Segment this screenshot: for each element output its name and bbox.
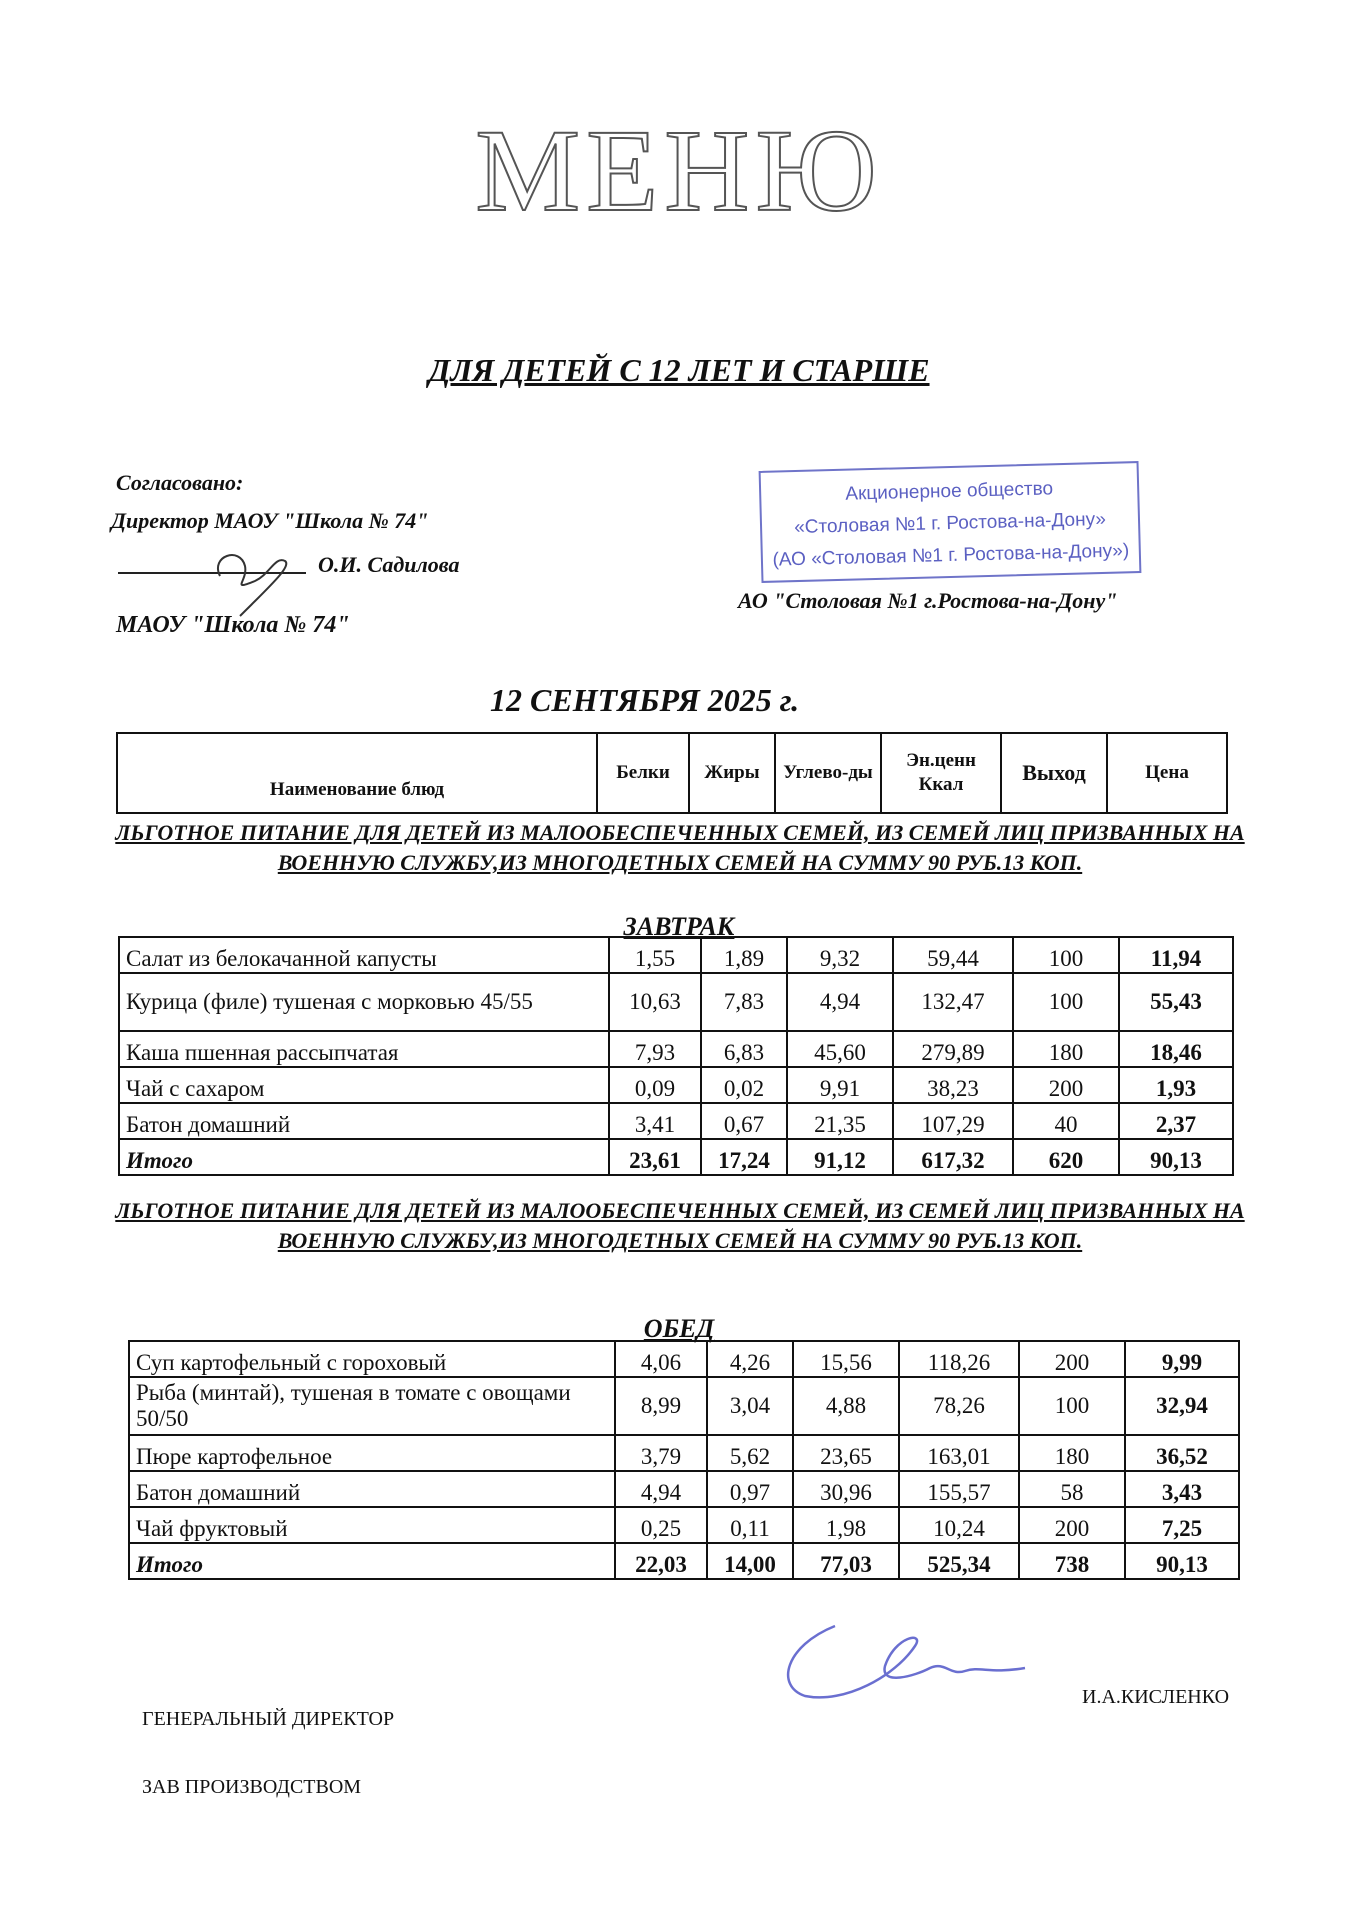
column-header-table bbox=[116, 732, 1228, 814]
caterer-name: АО "Столовая №1 г.Ростова-на-Дону" bbox=[738, 588, 1118, 613]
cell-carbs: 9,32 bbox=[787, 937, 893, 973]
cell-price: 11,94 bbox=[1119, 937, 1233, 973]
cell-energy: 163,01 bbox=[899, 1435, 1019, 1471]
stamp-line-2: «Столовая №1 г. Ростова-на-Дону» bbox=[793, 508, 1107, 539]
cell-proteins: 3,41 bbox=[609, 1103, 701, 1139]
col-dish-name: Наименование блюд bbox=[117, 733, 597, 813]
cell-price: 9,99 bbox=[1125, 1341, 1239, 1377]
stamp-line-3: (АО «Столовая №1 г. Ростова-на-Дону») bbox=[772, 540, 1130, 571]
cell-fats: 0,11 bbox=[707, 1507, 793, 1543]
col-energy: Эн.ценн Ккал bbox=[881, 733, 1001, 813]
cell-carbs: 23,65 bbox=[793, 1435, 899, 1471]
menu-date: 12 СЕНТЯБРЯ 2025 г. bbox=[490, 682, 800, 718]
cell-price: 2,37 bbox=[1119, 1103, 1233, 1139]
cell-price: 7,25 bbox=[1125, 1507, 1239, 1543]
cell-proteins: 10,63 bbox=[609, 973, 701, 1031]
cell-energy: 525,34 bbox=[899, 1543, 1019, 1579]
cell-yield: 100 bbox=[1013, 937, 1119, 973]
cell-proteins: 7,93 bbox=[609, 1031, 701, 1067]
dish-row bbox=[129, 1341, 1239, 1377]
cell-carbs: 45,60 bbox=[787, 1031, 893, 1067]
cell-dish-name: Итого bbox=[119, 1139, 609, 1175]
cell-energy: 155,57 bbox=[899, 1471, 1019, 1507]
cell-yield: 620 bbox=[1013, 1139, 1119, 1175]
cell-price: 90,13 bbox=[1119, 1139, 1233, 1175]
cell-fats: 5,62 bbox=[707, 1435, 793, 1471]
cell-proteins: 23,61 bbox=[609, 1139, 701, 1175]
cell-proteins: 22,03 bbox=[615, 1543, 707, 1579]
cell-yield: 200 bbox=[1019, 1341, 1125, 1377]
total-row bbox=[119, 1139, 1233, 1175]
cell-yield: 180 bbox=[1019, 1435, 1125, 1471]
benefit-note-breakfast: ЛЬГОТНОЕ ПИТАНИЕ ДЛЯ ДЕТЕЙ ИЗ МАЛООБЕСПЕЧЕННЫХ СЕМЕЙ, ИЗ СЕМЕЙ ЛИЦ ПРИЗВАННЫХ НА ВОЕННУЮ СЛУЖБУ,ИЗ МНОГОДЕТНЫХ СЕМЕЙ НА СУММУ 90 РУБ.13 КОП. bbox=[115, 820, 1245, 875]
dish-row bbox=[119, 937, 1233, 973]
cell-fats: 6,83 bbox=[701, 1031, 787, 1067]
dish-row bbox=[119, 1031, 1233, 1067]
cell-fats: 0,67 bbox=[701, 1103, 787, 1139]
cell-dish-name: Чай фруктовый bbox=[129, 1507, 615, 1543]
cell-carbs: 15,56 bbox=[793, 1341, 899, 1377]
director-role: Директор МАОУ "Школа № 74" bbox=[111, 508, 429, 533]
cell-carbs: 21,35 bbox=[787, 1103, 893, 1139]
cell-carbs: 9,91 bbox=[787, 1067, 893, 1103]
cell-energy: 10,24 bbox=[899, 1507, 1019, 1543]
cell-proteins: 1,55 bbox=[609, 937, 701, 973]
director-name: О.И. Садилова bbox=[318, 552, 460, 577]
cell-price: 55,43 bbox=[1119, 973, 1233, 1031]
cell-dish-name: Суп картофельный с гороховый bbox=[129, 1341, 615, 1377]
cell-energy: 132,47 bbox=[893, 973, 1013, 1031]
cell-energy: 617,32 bbox=[893, 1139, 1013, 1175]
breakfast-title: ЗАВТРАК bbox=[623, 912, 735, 941]
total-row bbox=[129, 1543, 1239, 1579]
cell-yield: 738 bbox=[1019, 1543, 1125, 1579]
cell-proteins: 4,94 bbox=[615, 1471, 707, 1507]
col-proteins: Белки bbox=[597, 733, 689, 813]
cell-fats: 0,02 bbox=[701, 1067, 787, 1103]
cell-dish-name: Каша пшенная рассыпчатая bbox=[119, 1031, 609, 1067]
lunch-table bbox=[128, 1340, 1240, 1580]
production-head-label: ЗАВ ПРОИЗВОДСТВОМ bbox=[142, 1776, 362, 1798]
col-fats: Жиры bbox=[689, 733, 775, 813]
cell-price: 18,46 bbox=[1119, 1031, 1233, 1067]
cell-fats: 0,97 bbox=[707, 1471, 793, 1507]
cell-dish-name: Итого bbox=[129, 1543, 615, 1579]
cell-energy: 279,89 bbox=[893, 1031, 1013, 1067]
dish-row bbox=[129, 1507, 1239, 1543]
dish-row bbox=[129, 1377, 1239, 1435]
cell-yield: 180 bbox=[1013, 1031, 1119, 1067]
lunch-title: ОБЕД bbox=[643, 1314, 715, 1343]
col-yield: Выход bbox=[1001, 733, 1107, 813]
cell-dish-name: Рыба (минтай), тушеная в томате с овощами 50/50 bbox=[129, 1377, 615, 1435]
cell-proteins: 4,06 bbox=[615, 1341, 707, 1377]
cell-yield: 40 bbox=[1013, 1103, 1119, 1139]
col-price: Цена bbox=[1107, 733, 1227, 813]
organization-stamp bbox=[759, 461, 1142, 583]
school-name: МАОУ "Школа № 74" bbox=[116, 612, 350, 638]
general-director-signature bbox=[775, 1616, 1035, 1706]
cell-price: 3,43 bbox=[1125, 1471, 1239, 1507]
cell-energy: 78,26 bbox=[899, 1377, 1019, 1435]
dish-row bbox=[119, 1103, 1233, 1139]
cell-fats: 14,00 bbox=[707, 1543, 793, 1579]
cell-energy: 107,29 bbox=[893, 1103, 1013, 1139]
col-carbs: Углево-ды bbox=[775, 733, 881, 813]
approval-label: Согласовано: bbox=[116, 470, 244, 495]
cell-dish-name: Курица (филе) тушеная с морковью 45/55 bbox=[119, 973, 609, 1031]
cell-dish-name: Батон домашний bbox=[129, 1471, 615, 1507]
cell-proteins: 0,25 bbox=[615, 1507, 707, 1543]
cell-energy: 118,26 bbox=[899, 1341, 1019, 1377]
cell-yield: 200 bbox=[1019, 1507, 1125, 1543]
cell-yield: 100 bbox=[1019, 1377, 1125, 1435]
dish-row bbox=[119, 1067, 1233, 1103]
cell-yield: 100 bbox=[1013, 973, 1119, 1031]
cell-fats: 17,24 bbox=[701, 1139, 787, 1175]
cell-fats: 4,26 bbox=[707, 1341, 793, 1377]
cell-proteins: 0,09 bbox=[609, 1067, 701, 1103]
cell-proteins: 3,79 bbox=[615, 1435, 707, 1471]
stamp-line-1: Акционерное общество bbox=[845, 478, 1054, 505]
cell-price: 36,52 bbox=[1125, 1435, 1239, 1471]
cell-carbs: 4,88 bbox=[793, 1377, 899, 1435]
cell-price: 32,94 bbox=[1125, 1377, 1239, 1435]
general-director-name: И.А.КИСЛЕНКО bbox=[1082, 1686, 1230, 1708]
page-subtitle: ДЛЯ ДЕТЕЙ С 12 ЛЕТ И СТАРШЕ bbox=[428, 352, 930, 388]
page-title: МЕНЮ bbox=[475, 105, 883, 236]
cell-carbs: 30,96 bbox=[793, 1471, 899, 1507]
cell-price: 90,13 bbox=[1125, 1543, 1239, 1579]
cell-energy: 59,44 bbox=[893, 937, 1013, 973]
cell-dish-name: Пюре картофельное bbox=[129, 1435, 615, 1471]
benefit-note-lunch: ЛЬГОТНОЕ ПИТАНИЕ ДЛЯ ДЕТЕЙ ИЗ МАЛООБЕСПЕЧЕННЫХ СЕМЕЙ, ИЗ СЕМЕЙ ЛИЦ ПРИЗВАННЫХ НА ВОЕННУЮ СЛУЖБУ,ИЗ МНОГОДЕТНЫХ СЕМЕЙ НА СУММУ 90 РУБ.13 КОП. bbox=[115, 1198, 1245, 1253]
dish-row bbox=[119, 973, 1233, 1031]
cell-carbs: 91,12 bbox=[787, 1139, 893, 1175]
dish-row bbox=[129, 1435, 1239, 1471]
breakfast-table bbox=[118, 936, 1234, 1176]
cell-dish-name: Чай с сахаром bbox=[119, 1067, 609, 1103]
cell-fats: 3,04 bbox=[707, 1377, 793, 1435]
cell-carbs: 4,94 bbox=[787, 973, 893, 1031]
cell-price: 1,93 bbox=[1119, 1067, 1233, 1103]
cell-dish-name: Батон домашний bbox=[119, 1103, 609, 1139]
cell-proteins: 8,99 bbox=[615, 1377, 707, 1435]
cell-carbs: 1,98 bbox=[793, 1507, 899, 1543]
cell-dish-name: Салат из белокачанной капусты bbox=[119, 937, 609, 973]
cell-energy: 38,23 bbox=[893, 1067, 1013, 1103]
cell-yield: 58 bbox=[1019, 1471, 1125, 1507]
cell-yield: 200 bbox=[1013, 1067, 1119, 1103]
cell-fats: 1,89 bbox=[701, 937, 787, 973]
dish-row bbox=[129, 1471, 1239, 1507]
general-director-label: ГЕНЕРАЛЬНЫЙ ДИРЕКТОР bbox=[142, 1708, 395, 1730]
cell-carbs: 77,03 bbox=[793, 1543, 899, 1579]
cell-fats: 7,83 bbox=[701, 973, 787, 1031]
